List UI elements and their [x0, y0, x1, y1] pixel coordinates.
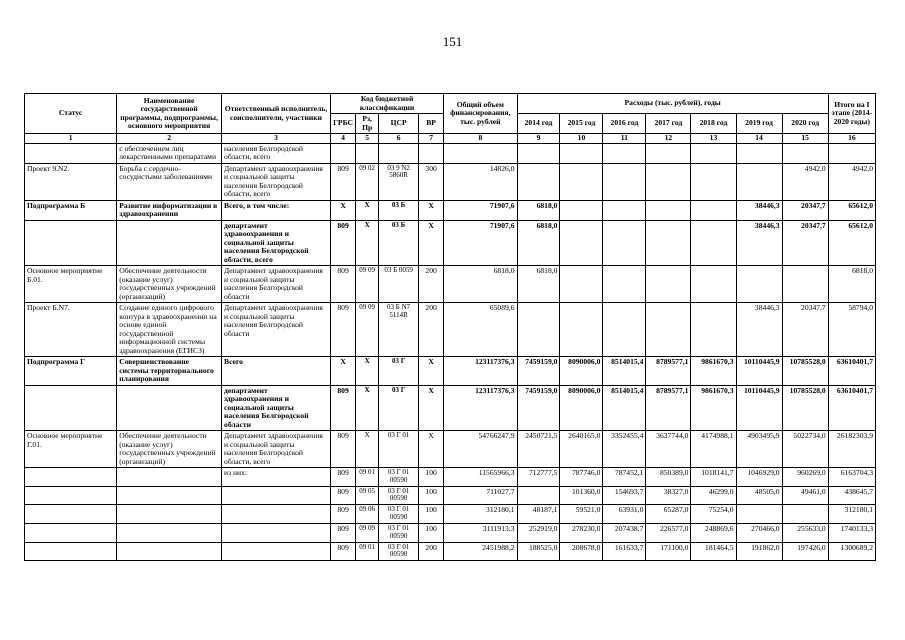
cell-total: 71907,6 [444, 220, 517, 266]
cell-responsible: Всего, в том числе: [222, 200, 331, 220]
cell-year-value: 63931,0 [603, 505, 646, 524]
cell-year-value [782, 143, 828, 163]
cell-year-value [603, 303, 646, 357]
header-year: 2015 год [560, 114, 603, 134]
table-row [25, 431, 876, 468]
cell-year-value: 10785528,0 [782, 385, 828, 431]
cell-year-value [736, 163, 782, 200]
cell-name [117, 523, 222, 542]
cell-status: Проект 9.N2. [25, 163, 117, 200]
cell-csr: 03 Г [379, 385, 419, 431]
cell-year-value: 10110445,9 [736, 357, 782, 386]
cell-year-value [560, 266, 603, 303]
header-expenses: Расходы (тыс. рублей), годы [517, 94, 828, 114]
cell-vr: Х [419, 385, 444, 431]
cell-year-value: 9861670,3 [691, 357, 736, 386]
cell-year-value [691, 220, 736, 266]
cell-rz-pr: 09 09 [356, 523, 379, 542]
cell-csr: 03 Г 01 00590 [379, 486, 419, 505]
cell-total: 14826,0 [444, 163, 517, 200]
cell-total: 71907,6 [444, 200, 517, 220]
header-year: 2020 год [782, 114, 828, 134]
column-number: 9 [517, 134, 560, 144]
cell-year-value: 9861670,3 [691, 385, 736, 431]
cell-year-value: 8090006,0 [560, 357, 603, 386]
cell-csr: 03 Б [379, 200, 419, 220]
cell-vr: 100 [419, 468, 444, 487]
cell-vr: Х [419, 357, 444, 386]
cell-vr: 200 [419, 303, 444, 357]
cell-stage-total: 4942,0 [828, 163, 875, 200]
cell-responsible [222, 523, 331, 542]
cell-year-value: 38446,3 [736, 200, 782, 220]
cell-year-value: 181464,5 [691, 542, 736, 561]
cell-stage-total: 65612,0 [828, 220, 875, 266]
table-row [25, 357, 876, 386]
cell-csr [379, 143, 419, 163]
cell-year-value: 278230,0 [560, 523, 603, 542]
cell-csr: 03 Г 01 00590 [379, 505, 419, 524]
cell-year-value: 960269,0 [782, 468, 828, 487]
cell-rz-pr: Х [356, 200, 379, 220]
cell-stage-total: 6163704,3 [828, 468, 875, 487]
cell-responsible [222, 542, 331, 561]
cell-total: 123117376,3 [444, 357, 517, 386]
table-row [25, 542, 876, 561]
cell-year-value [603, 220, 646, 266]
cell-year-value: 3637744,0 [646, 431, 691, 468]
column-number: 12 [646, 134, 691, 144]
column-number: 14 [736, 134, 782, 144]
cell-year-value: 850389,0 [646, 468, 691, 487]
cell-total: 2451988,2 [444, 542, 517, 561]
cell-year-value: 75254,0 [691, 505, 736, 524]
table-row [25, 266, 876, 303]
cell-year-value [782, 266, 828, 303]
header-year: 2016 год [603, 114, 646, 134]
cell-name: Создание единого цифрового контура в здравоохранении на основе единой государственной информационной системы здравоохранения (ЕГИСЗ) [117, 303, 222, 357]
cell-total [444, 143, 517, 163]
cell-year-value: 38446,3 [736, 303, 782, 357]
cell-year-value: 8514015,4 [603, 357, 646, 386]
cell-stage-total: 63610401,7 [828, 385, 875, 431]
cell-year-value [560, 303, 603, 357]
cell-year-value: 6818,0 [517, 266, 560, 303]
cell-responsible [222, 505, 331, 524]
cell-total: 6818,0 [444, 266, 517, 303]
cell-status [25, 542, 117, 561]
budget-table [24, 93, 876, 561]
cell-name [117, 542, 222, 561]
column-number: 7 [419, 134, 444, 144]
cell-responsible: Департамент здравоохранения и социальной защиты населения Белгородской области [222, 266, 331, 303]
cell-rz-pr: Х [356, 385, 379, 431]
cell-year-value: 270466,0 [736, 523, 782, 542]
cell-stage-total: 438645,7 [828, 486, 875, 505]
header-year: 2018 год [691, 114, 736, 134]
cell-year-value [691, 163, 736, 200]
cell-year-value: 5022734,0 [782, 431, 828, 468]
cell-rz-pr: Х [356, 220, 379, 266]
cell-csr: 03 Г 01 00590 [379, 523, 419, 542]
cell-year-value: 38327,0 [646, 486, 691, 505]
cell-name [117, 505, 222, 524]
table-row [25, 220, 876, 266]
cell-total: 65089,6 [444, 303, 517, 357]
cell-year-value: 6818,0 [517, 220, 560, 266]
cell-status: Подпрограмма Г [25, 357, 117, 386]
cell-year-value: 207438,7 [603, 523, 646, 542]
cell-rz-pr: 09 02 [356, 163, 379, 200]
cell-year-value [560, 143, 603, 163]
cell-year-value: 10110445,9 [736, 385, 782, 431]
column-number-row [25, 134, 876, 144]
cell-year-value: 20347,7 [782, 303, 828, 357]
cell-grbs: 809 [331, 523, 356, 542]
cell-responsible: Департамент здравоохранения и социальной защиты населения Белгородской области, всего [222, 431, 331, 468]
cell-status [25, 523, 117, 542]
cell-year-value: 48505,0 [736, 486, 782, 505]
cell-total: 711027,7 [444, 486, 517, 505]
cell-stage-total: 6818,0 [828, 266, 875, 303]
header-status: Статус [25, 94, 117, 134]
cell-status [25, 468, 117, 487]
cell-year-value: 7459159,0 [517, 357, 560, 386]
cell-total: 54766247,9 [444, 431, 517, 468]
cell-stage-total: 63610401,7 [828, 357, 875, 386]
column-number: 13 [691, 134, 736, 144]
cell-csr: 03 9 N2 5860R [379, 163, 419, 200]
column-number: 4 [331, 134, 356, 144]
cell-grbs: 809 [331, 486, 356, 505]
cell-year-value [603, 163, 646, 200]
cell-year-value: 59521,0 [560, 505, 603, 524]
cell-csr: 03 Б [379, 220, 419, 266]
cell-year-value: 3352455,4 [603, 431, 646, 468]
column-number: 15 [782, 134, 828, 144]
cell-year-value [782, 505, 828, 524]
cell-year-value [646, 143, 691, 163]
cell-grbs [331, 143, 356, 163]
header-vr: ВР [419, 114, 444, 134]
table-row [25, 486, 876, 505]
cell-year-value: 8789577,1 [646, 385, 691, 431]
cell-rz-pr: 09 01 [356, 542, 379, 561]
cell-responsible: департамент здравоохранения и социальной защиты населения Белгородской области [222, 385, 331, 431]
table-row [25, 505, 876, 524]
cell-responsible: департамент здравоохранения и социальной защиты населения Белгородской области, всего [222, 220, 331, 266]
cell-vr: 300 [419, 163, 444, 200]
cell-responsible [222, 486, 331, 505]
cell-vr: Х [419, 200, 444, 220]
table-body [25, 143, 876, 561]
cell-year-value: 197426,0 [782, 542, 828, 561]
table-row [25, 385, 876, 431]
cell-stage-total: 1300689,2 [828, 542, 875, 561]
cell-name: Обеспечение деятельности (оказание услуг) государственных учреждений (организаций) [117, 266, 222, 303]
cell-responsible: из них: [222, 468, 331, 487]
cell-year-value: 1018141,7 [691, 468, 736, 487]
cell-year-value [603, 266, 646, 303]
cell-year-value: 20347,7 [782, 200, 828, 220]
cell-year-value [691, 303, 736, 357]
cell-grbs: Х [331, 357, 356, 386]
cell-year-value: 154693,7 [603, 486, 646, 505]
cell-year-value: 65287,0 [646, 505, 691, 524]
cell-grbs: 809 [331, 220, 356, 266]
cell-vr: 200 [419, 542, 444, 561]
cell-responsible: Департамент здравоохранения и социальной защиты населения Белгородской области [222, 303, 331, 357]
cell-name [117, 468, 222, 487]
cell-status: Подпрограмма Б [25, 200, 117, 220]
column-number: 5 [356, 134, 379, 144]
cell-year-value [736, 143, 782, 163]
cell-status [25, 385, 117, 431]
cell-status [25, 486, 117, 505]
cell-vr: 200 [419, 266, 444, 303]
cell-year-value: 8090006,0 [560, 385, 603, 431]
cell-name: Борьба с сердечно-сосудистыми заболеваниями [117, 163, 222, 200]
table-row [25, 468, 876, 487]
cell-vr: Х [419, 431, 444, 468]
cell-stage-total: 65612,0 [828, 200, 875, 220]
cell-name: с обеспечением лиц лекарственными препаратами [117, 143, 222, 163]
cell-year-value: 46299,0 [691, 486, 736, 505]
cell-year-value [603, 200, 646, 220]
cell-name: Совершенствование системы территориального планирования [117, 357, 222, 386]
cell-responsible: Департамент здравоохранения и социальной защиты населения Белгородской области, всего [222, 163, 331, 200]
cell-grbs: 809 [331, 385, 356, 431]
cell-status: Основное мероприятие Г.01. [25, 431, 117, 468]
cell-year-value [646, 303, 691, 357]
cell-year-value: 6818,0 [517, 200, 560, 220]
table-row [25, 303, 876, 357]
cell-csr: 03 Б 0059 [379, 266, 419, 303]
cell-year-value: 188525,0 [517, 542, 560, 561]
cell-year-value [736, 266, 782, 303]
cell-total: 11565966,3 [444, 468, 517, 487]
cell-total: 312180,1 [444, 505, 517, 524]
header-year: 2019 год [736, 114, 782, 134]
column-number: 16 [828, 134, 875, 144]
cell-name [117, 486, 222, 505]
cell-name [117, 220, 222, 266]
header-year: 2017 год [646, 114, 691, 134]
cell-year-value: 171100,0 [646, 542, 691, 561]
column-number: 11 [603, 134, 646, 144]
table-row [25, 523, 876, 542]
cell-grbs: 809 [331, 505, 356, 524]
cell-rz-pr: Х [356, 357, 379, 386]
header-grbs: ГРБС [331, 114, 356, 134]
column-number: 6 [379, 134, 419, 144]
cell-year-value [646, 200, 691, 220]
cell-status [25, 143, 117, 163]
column-number: 3 [222, 134, 331, 144]
cell-year-value: 49461,0 [782, 486, 828, 505]
cell-year-value [517, 143, 560, 163]
table-row [25, 163, 876, 200]
header-total-stage: Итого на I этапе (2014-2020 годы) [828, 94, 875, 134]
cell-year-value [691, 200, 736, 220]
cell-vr: 100 [419, 486, 444, 505]
cell-year-value: 2450721,5 [517, 431, 560, 468]
cell-year-value: 191862,0 [736, 542, 782, 561]
cell-year-value [603, 143, 646, 163]
table-row [25, 200, 876, 220]
cell-status: Проект Б.N7. [25, 303, 117, 357]
cell-csr: 03 Г 01 00590 [379, 468, 419, 487]
cell-rz-pr [356, 143, 379, 163]
cell-year-value: 787746,0 [560, 468, 603, 487]
cell-grbs: 809 [331, 542, 356, 561]
cell-vr: 100 [419, 505, 444, 524]
cell-year-value [517, 486, 560, 505]
cell-year-value: 38446,3 [736, 220, 782, 266]
cell-grbs: 809 [331, 163, 356, 200]
page-number: 151 [442, 34, 463, 49]
cell-responsible: населения Белгородской области, всего [222, 143, 331, 163]
column-number: 1 [25, 134, 117, 144]
cell-csr: 03 Г [379, 357, 419, 386]
cell-year-value: 10785528,0 [782, 357, 828, 386]
cell-year-value: 712777,5 [517, 468, 560, 487]
cell-year-value: 1046929,0 [736, 468, 782, 487]
cell-status [25, 220, 117, 266]
cell-rz-pr: 09 09 [356, 266, 379, 303]
cell-grbs: 809 [331, 468, 356, 487]
cell-year-value [736, 505, 782, 524]
cell-year-value: 101360,0 [560, 486, 603, 505]
cell-stage-total: 312180,1 [828, 505, 875, 524]
cell-rz-pr: 09 06 [356, 505, 379, 524]
cell-year-value [646, 220, 691, 266]
cell-grbs: Х [331, 200, 356, 220]
cell-year-value: 252919,0 [517, 523, 560, 542]
cell-csr: 03 Г 01 00590 [379, 542, 419, 561]
cell-year-value [691, 143, 736, 163]
cell-year-value: 8789577,1 [646, 357, 691, 386]
cell-stage-total [828, 143, 875, 163]
cell-year-value [646, 266, 691, 303]
cell-stage-total: 1740133,3 [828, 523, 875, 542]
column-number: 10 [560, 134, 603, 144]
cell-rz-pr: 09 01 [356, 468, 379, 487]
table-row [25, 143, 876, 163]
cell-year-value: 226577,0 [646, 523, 691, 542]
cell-name [117, 385, 222, 431]
column-number: 8 [444, 134, 517, 144]
cell-year-value: 20347,7 [782, 220, 828, 266]
cell-year-value: 4942,0 [782, 163, 828, 200]
header-name: Наименование государственной программы, подпрограммы, основного мероприятия [117, 94, 222, 134]
cell-year-value: 255633,0 [782, 523, 828, 542]
cell-year-value: 208678,0 [560, 542, 603, 561]
cell-status [25, 505, 117, 524]
cell-rz-pr: Х [356, 431, 379, 468]
cell-year-value [560, 220, 603, 266]
header-total: Общий объем финансирования, тыс. рублей [444, 94, 517, 134]
cell-year-value [560, 200, 603, 220]
cell-grbs: 809 [331, 431, 356, 468]
cell-name: Развитие информатизации в здравоохранении [117, 200, 222, 220]
cell-vr [419, 143, 444, 163]
cell-name: Обеспечение деятельности (оказание услуг) государственных учреждений (организаций) [117, 431, 222, 468]
cell-year-value: 48187,1 [517, 505, 560, 524]
cell-total: 123117376,3 [444, 385, 517, 431]
cell-year-value [560, 163, 603, 200]
cell-year-value: 248869,6 [691, 523, 736, 542]
cell-year-value: 4174988,1 [691, 431, 736, 468]
cell-csr: 03 Г 01 [379, 431, 419, 468]
cell-year-value [517, 163, 560, 200]
cell-vr: Х [419, 220, 444, 266]
cell-year-value: 7459159,0 [517, 385, 560, 431]
cell-year-value: 2640165,0 [560, 431, 603, 468]
cell-grbs: 809 [331, 266, 356, 303]
cell-csr: 03 Б N7 5114R [379, 303, 419, 357]
cell-year-value [646, 163, 691, 200]
cell-responsible: Всего [222, 357, 331, 386]
cell-year-value: 787452,1 [603, 468, 646, 487]
cell-stage-total: 26182303,9 [828, 431, 875, 468]
header-year: 2014 год [517, 114, 560, 134]
header-budget-code: Код бюджетной классификации [331, 94, 444, 114]
cell-year-value [517, 303, 560, 357]
cell-year-value: 4903495,9 [736, 431, 782, 468]
cell-grbs: 809 [331, 303, 356, 357]
cell-year-value [691, 266, 736, 303]
cell-year-value: 161633,7 [603, 542, 646, 561]
cell-vr: 100 [419, 523, 444, 542]
column-number: 2 [117, 134, 222, 144]
cell-total: 3111913,3 [444, 523, 517, 542]
cell-rz-pr: 09 09 [356, 303, 379, 357]
header-responsible: Ответственный исполнитель, соисполнители, участники [222, 94, 331, 134]
header-rz-pr: Рз, Пр [356, 114, 379, 134]
cell-status: Основное мероприятие Б.01. [25, 266, 117, 303]
cell-rz-pr: 09 05 [356, 486, 379, 505]
cell-stage-total: 58794,0 [828, 303, 875, 357]
cell-year-value: 8514015,4 [603, 385, 646, 431]
header-csr: ЦСР [379, 114, 419, 134]
